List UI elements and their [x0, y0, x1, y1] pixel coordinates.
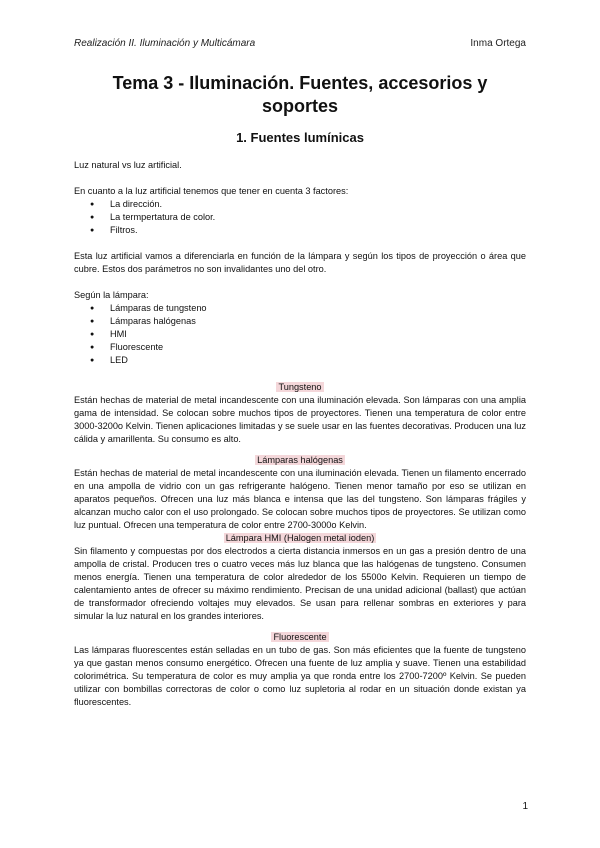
fluorescente-title: Fluorescente: [273, 632, 327, 642]
list-item: ● Lámparas halógenas: [110, 315, 526, 328]
list-item: ● Lámparas de tungsteno: [110, 302, 526, 315]
section-heading: 1. Fuentes lumínicas: [236, 130, 364, 145]
list-item: ● Filtros.: [110, 224, 526, 237]
list-item: ● HMI: [110, 328, 526, 341]
tungsteno-title: Tungsteno: [278, 382, 322, 392]
lamps-intro: Según la lámpara:: [74, 290, 149, 300]
list-item: ● La dirección.: [110, 198, 526, 211]
hmi-title: Lámpara HMI (Halogen metal ioden): [225, 533, 375, 543]
lamps-list: [74, 302, 526, 367]
halogenas-title: Lámparas halógenas: [257, 455, 343, 465]
page-number: 1: [522, 801, 528, 812]
intro-paragraph: Luz natural vs luz artificial.: [74, 160, 182, 170]
document-title: Tema 3 - Iluminación. Fuentes, accesorios y soportes: [112, 73, 488, 116]
course-name: Realización II. Iluminación y Multicámara: [74, 38, 256, 49]
author-name: Inma Ortega: [470, 38, 526, 49]
page-content: [74, 72, 526, 709]
page-header: [74, 38, 526, 49]
factors-intro: En cuanto a la luz artificial tenemos que tener en cuenta 3 factores:: [74, 186, 349, 196]
list-item: ● Fluorescente: [110, 341, 526, 354]
fluorescente-text: Las lámparas fluorescentes están selladas en un tubo de gas. Son más eficientes que la fuente de tungsteno ya que gastan menos consumo energético. Ofrecen una fuente de luz amplia y suave. Tienen una estabilidad colorimétrica. Su temperatura de color es muy amplia ya que ronda entre los 2700-7200º Kelvin. Se pueden utilizar con bombillas correctoras de color o como luz supletoria al rodar en un situación donde existan ya fluorescentes.: [74, 645, 526, 707]
list-item: ● La termpertatura de color.: [110, 211, 526, 224]
differentiation-paragraph: Esta luz artificial vamos a diferenciarla en función de la lámpara y según los tipos de proyección o área que cubre. Estos dos parámetros no son invalidantes uno del otro.: [74, 251, 526, 274]
halogenas-text: Están hechas de material de metal incandescente con una iluminación elevada. Tienen un filamento encerrado en una ampolla de vidrio con un gas refrigerante halógeno. Tienen menor tamaño por eso se utilizan en aparatos pequeños. Ofrecen una luz más blanca e intensa que las del tungsteno. Son lámparas frágiles y alcanzan mucho calor con el uso prolongado. Se colocan sobre muchos tipos de proyectores. Se utilizan como luz puntual. Ofrecen una temperatura de color entre 2700-3000o Kelvin.: [74, 468, 526, 530]
list-item: ● LED: [110, 354, 526, 367]
factors-list: [74, 198, 526, 237]
hmi-text: Sin filamento y compuestas por dos electrodos a cierta distancia inmersos en un gas a presión dentro de una ampolla de cristal. Producen tres o cuatro veces más luz blanca que las halógenas de tungsteno. Consumen menos energía. Tienen una temperatura de color alrededor de los 5500o Kelvin. Requieren un tiempo de calentamiento antes de ofrecer su máximo rendimiento. Precisan de una unidad adicional (ballast) que actúan de transformador ofreciendo voltajes muy elevados. Se usan para rellenar sombras en exteriores y para simular la luz natural en los grandes interiores.: [74, 546, 526, 621]
tungsteno-text: Están hechas de material de metal incandescente con una iluminación elevada. Son lámparas con una amplia gama de intensidad. Se colocan sobre muchos tipos de proyectores. Tienen una temperatura de color entre 3000-3200o Kelvin. Tienen aplicaciones limitadas y se suele usar en las fuentes decorativas. Producen una luz cálida y amarillenta. Su consumo es alto.: [74, 395, 526, 444]
